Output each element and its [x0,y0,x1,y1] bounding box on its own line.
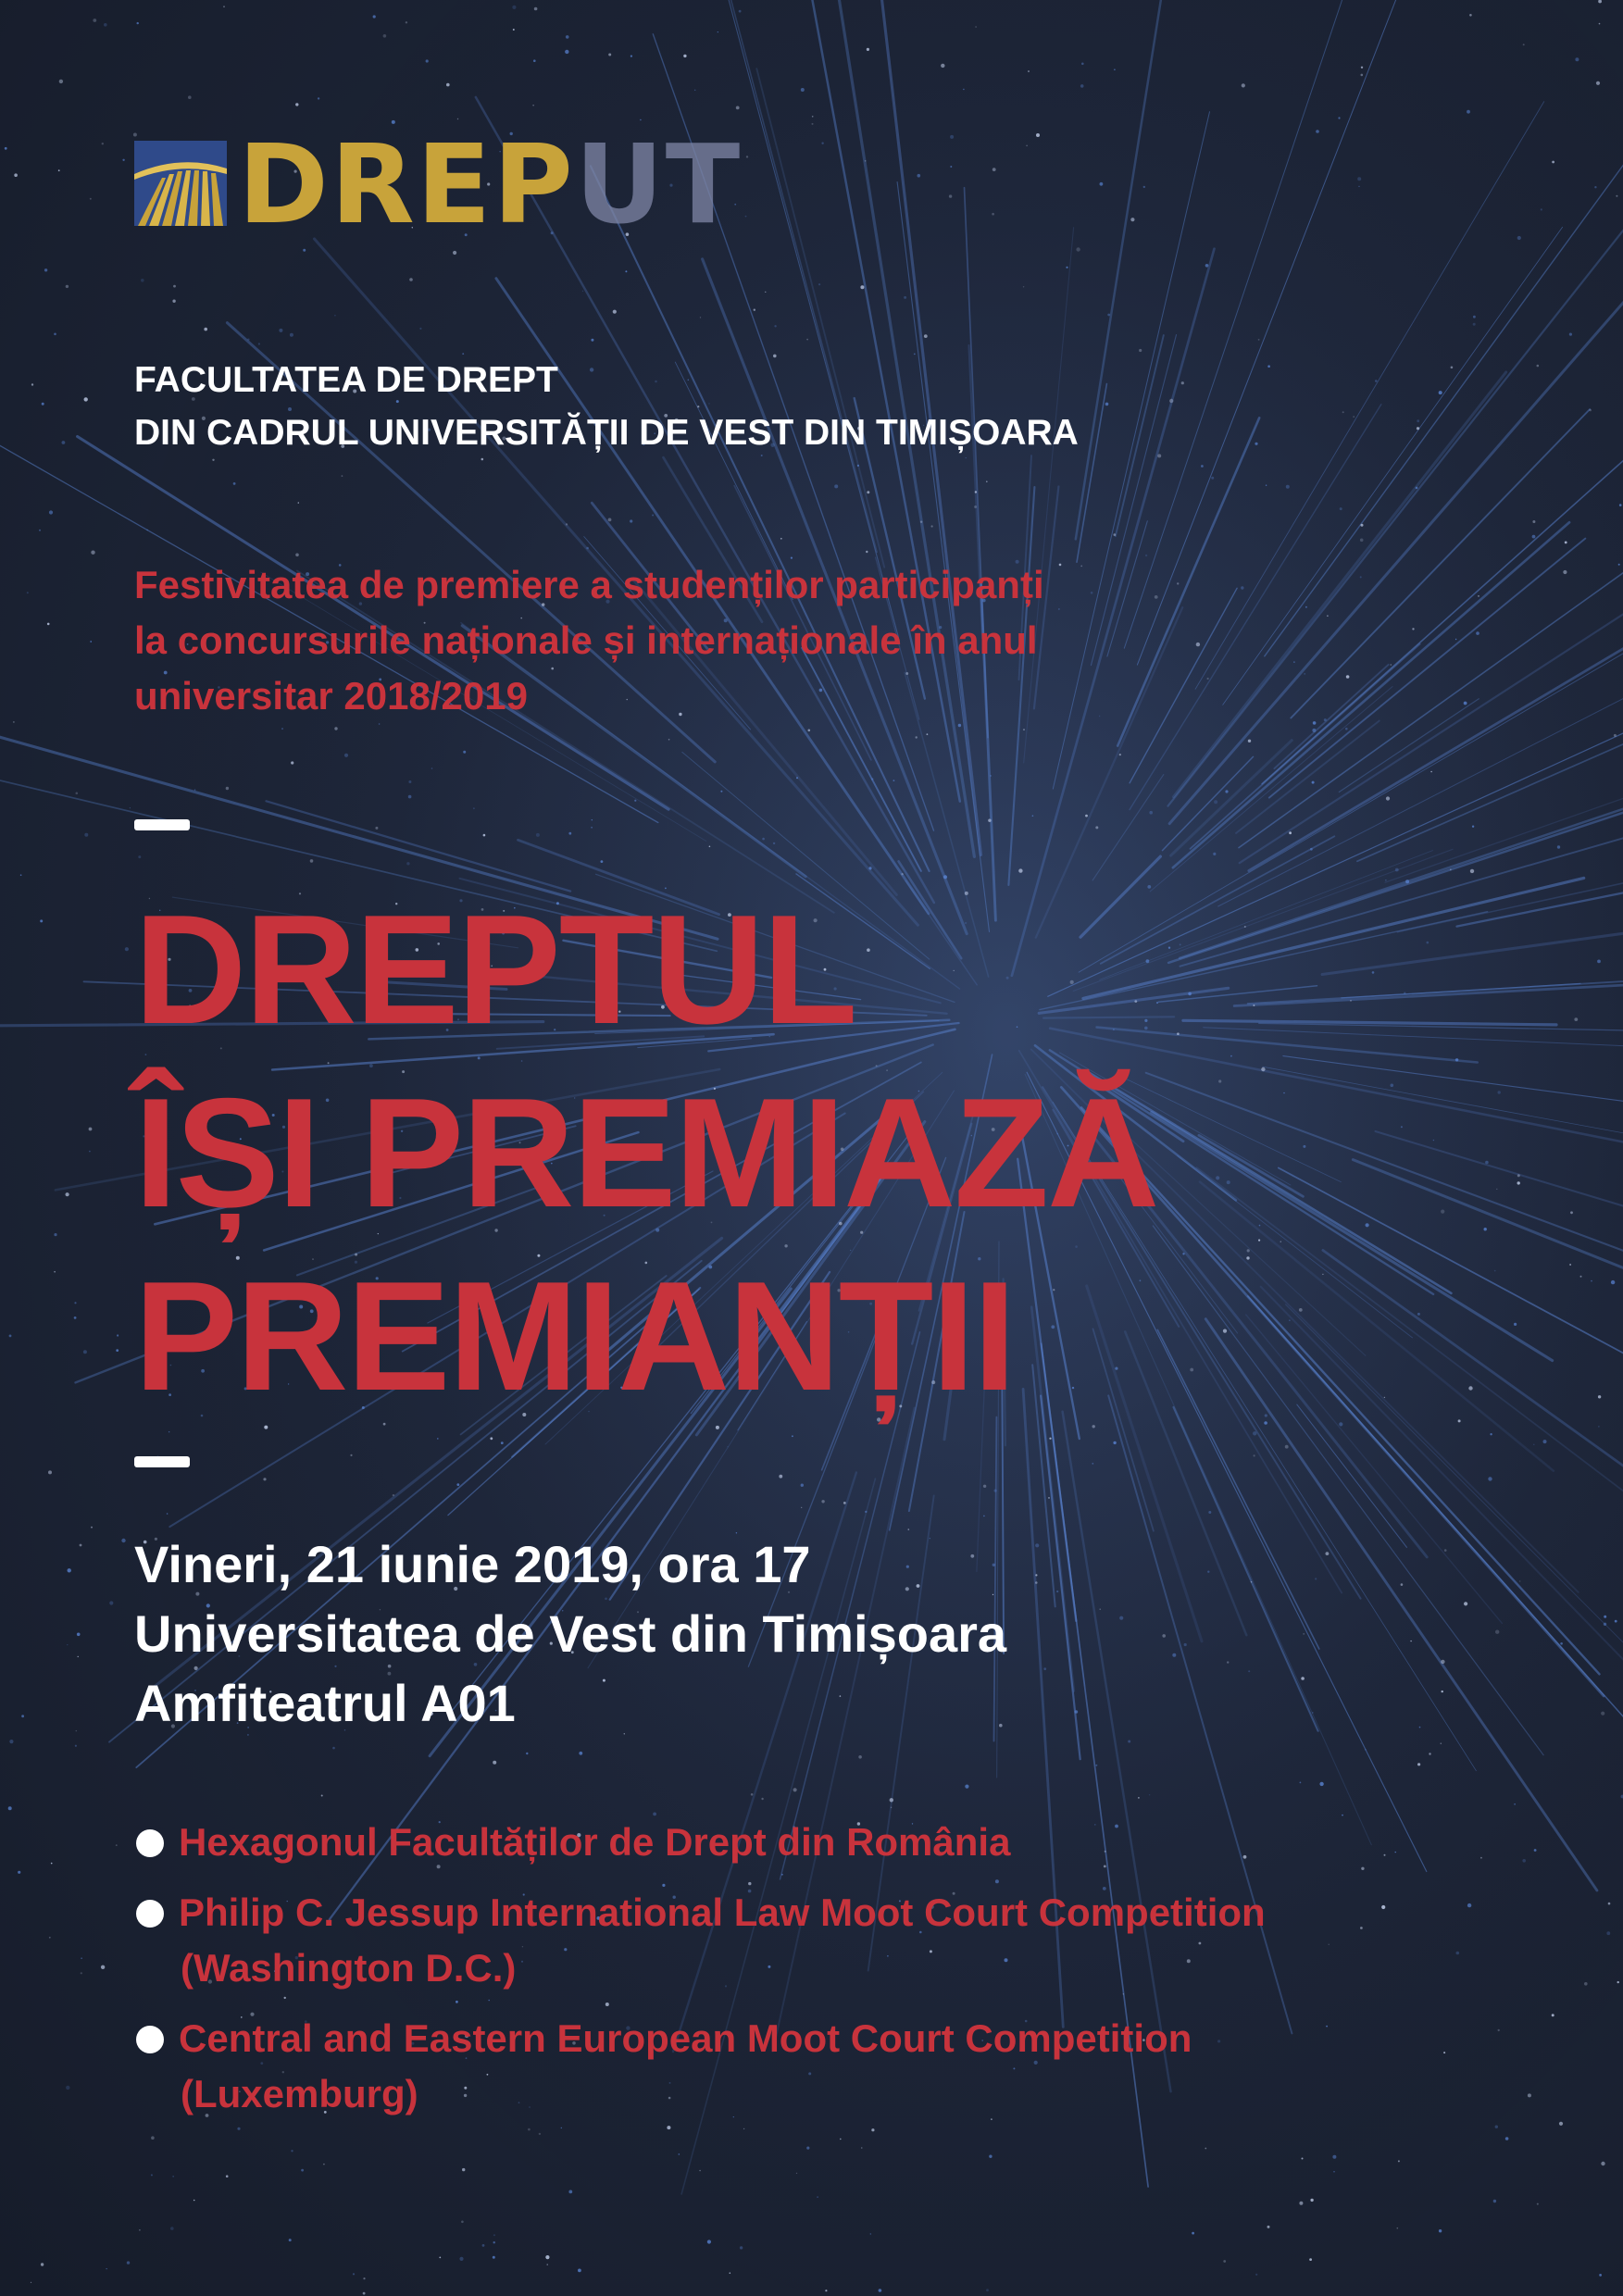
competition-name: Hexagonul Facultăților de Drept din România [179,1820,1011,1864]
list-item [134,1815,1523,1870]
competition-name: Central and Eastern European Moot Court Competition [179,2016,1192,2060]
institution-line-1: FACULTATEA DE DREPT [134,360,558,400]
subtitle-line-2: la concursurile naționale și internaționale în anul [134,618,1038,662]
event-date-time: Vineri, 21 iunie 2019, ora 17 [134,1535,811,1593]
competition-list [134,1815,1523,2137]
poster-title [134,878,1523,1428]
competition-location: (Washington D.C.) [181,1946,517,1990]
title-line-2: ÎȘI PREMIAZĂ [134,1066,1158,1240]
institution-name [134,354,1430,459]
bullet-icon [136,1900,164,1928]
event-room: Amfiteatrul A01 [134,1674,516,1732]
competition-location: (Luxemburg) [181,2072,418,2115]
event-details [134,1529,1430,1738]
university-columns-icon [134,141,227,226]
subtitle-line-3: universitar 2018/2019 [134,674,528,718]
divider-dash-bottom [134,1456,190,1467]
logo-wordmark: DREPUT [238,120,743,248]
bullet-icon [136,1829,164,1857]
faculty-logo [134,120,743,248]
event-venue: Universitatea de Vest din Timișoara [134,1604,1007,1663]
subtitle-line-1: Festivitatea de premiere a studenților participanți [134,563,1044,606]
competition-name: Philip C. Jessup International Law Moot Court Competition [179,1890,1266,1934]
event-subtitle [134,557,1430,724]
institution-line-2: DIN CADRUL UNIVERSITĂȚII DE VEST DIN TIMIȘOARA [134,413,1079,453]
list-item [134,2011,1523,2122]
divider-dash-top [134,819,190,830]
title-line-1: DREPTUL [134,882,856,1056]
list-item [134,1885,1523,1996]
bullet-icon [136,2026,164,2053]
title-line-3: PREMIANȚII [134,1249,1015,1423]
